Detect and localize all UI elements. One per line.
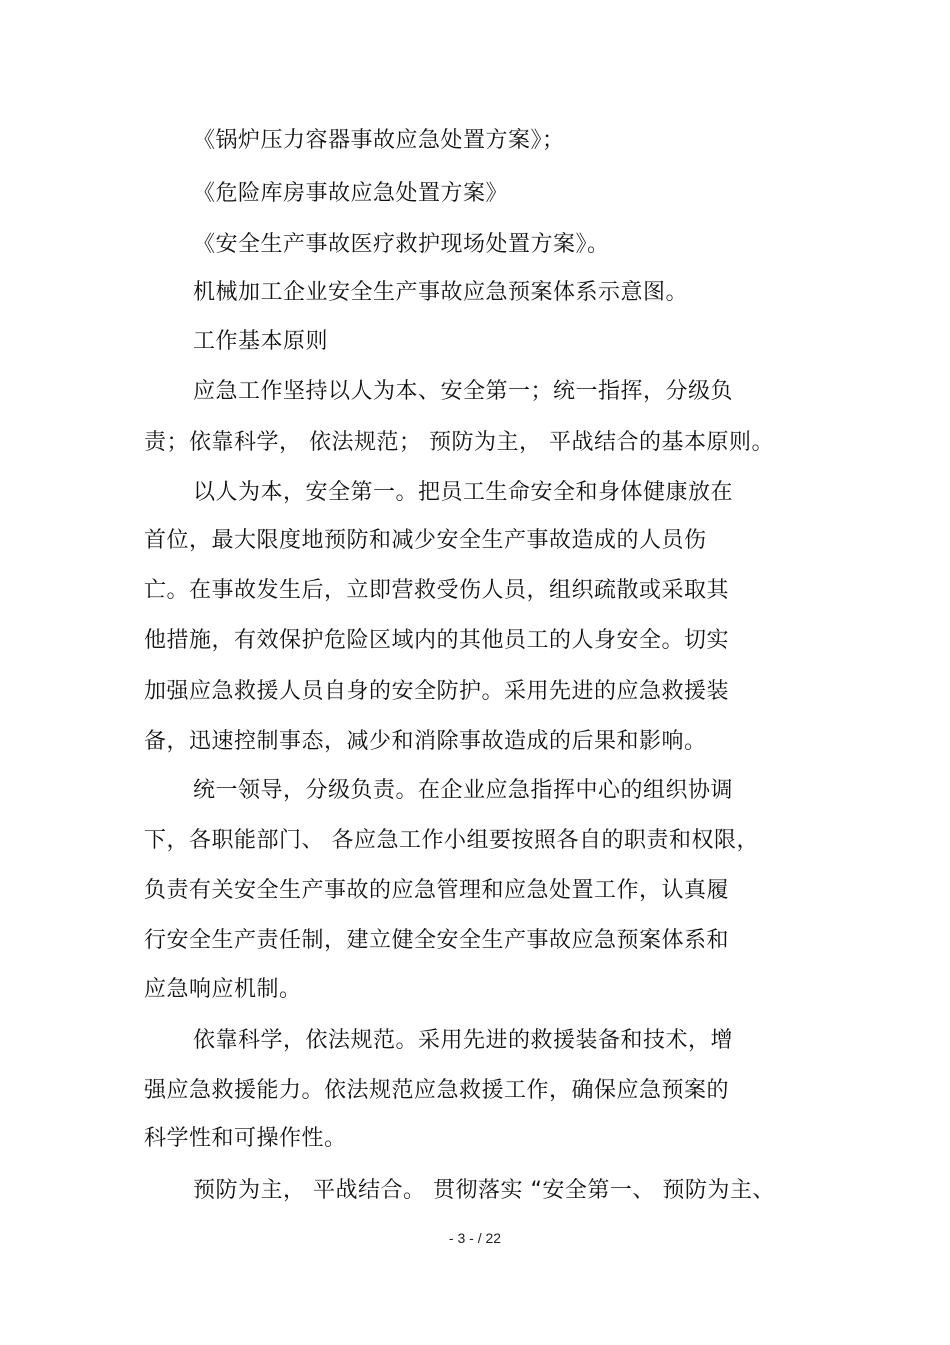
text-line: 负责有关安全生产事故的应急管理和应急处置工作，认真履: [144, 878, 730, 903]
text-line: 下，各职能部门、 各应急工作小组要按照各自的职责和权限，: [144, 828, 759, 853]
text-line: 首位，最大限度地预防和减少安全生产事故造成的人员伤: [144, 528, 707, 553]
text-line: 他措施，有效保护危险区域内的其他员工的人身安全。切实: [144, 628, 730, 653]
text-line: 行安全生产责任制，建立健全安全生产事故应急预案体系和: [144, 928, 730, 953]
text-line: 以人为本，安全第一。把员工生命安全和身体健康放在: [193, 480, 734, 505]
text-line: 机械加工企业安全生产事故应急预案体系示意图。: [193, 280, 689, 305]
text-line: 统一领导，分级负责。在企业应急指挥中心的组织协调: [193, 778, 734, 803]
text-line: 《锅炉压力容器事故应急处置方案》；: [193, 128, 565, 153]
text-line: 《安全生产事故医疗救护现场处置方案》。: [193, 232, 610, 257]
text-line: 应急响应机制。: [144, 977, 302, 1002]
section-heading: 工作基本原则: [193, 329, 329, 354]
text-line: 《危险库房事故应急处置方案》: [193, 181, 509, 206]
page-number: - 3 - / 22: [448, 1230, 502, 1246]
text-line: 责；依靠科学， 依法规范； 预防为主， 平战结合的基本原则。: [144, 430, 774, 455]
text-line: 预防为主， 平战结合。 贯彻落实 “安全第一、 预防为主、: [193, 1178, 775, 1203]
text-line: 科学性和可操作性。: [144, 1126, 347, 1151]
text-line: 依靠科学，依法规范。采用先进的救援装备和技术，增: [193, 1028, 734, 1053]
text-line: 应急工作坚持以人为本、安全第一；统一指挥，分级负: [193, 379, 734, 404]
text-line: 加强应急救援人员自身的安全防护。采用先进的应急救援装: [144, 679, 730, 704]
text-line: 亡。在事故发生后，立即营救受伤人员，组织疏散或采取其: [144, 578, 730, 603]
text-line: 强应急救援能力。依法规范应急救援工作，确保应急预案的: [144, 1078, 730, 1103]
text-line: 备，迅速控制事态，减少和消除事故造成的后果和影响。: [144, 729, 707, 754]
